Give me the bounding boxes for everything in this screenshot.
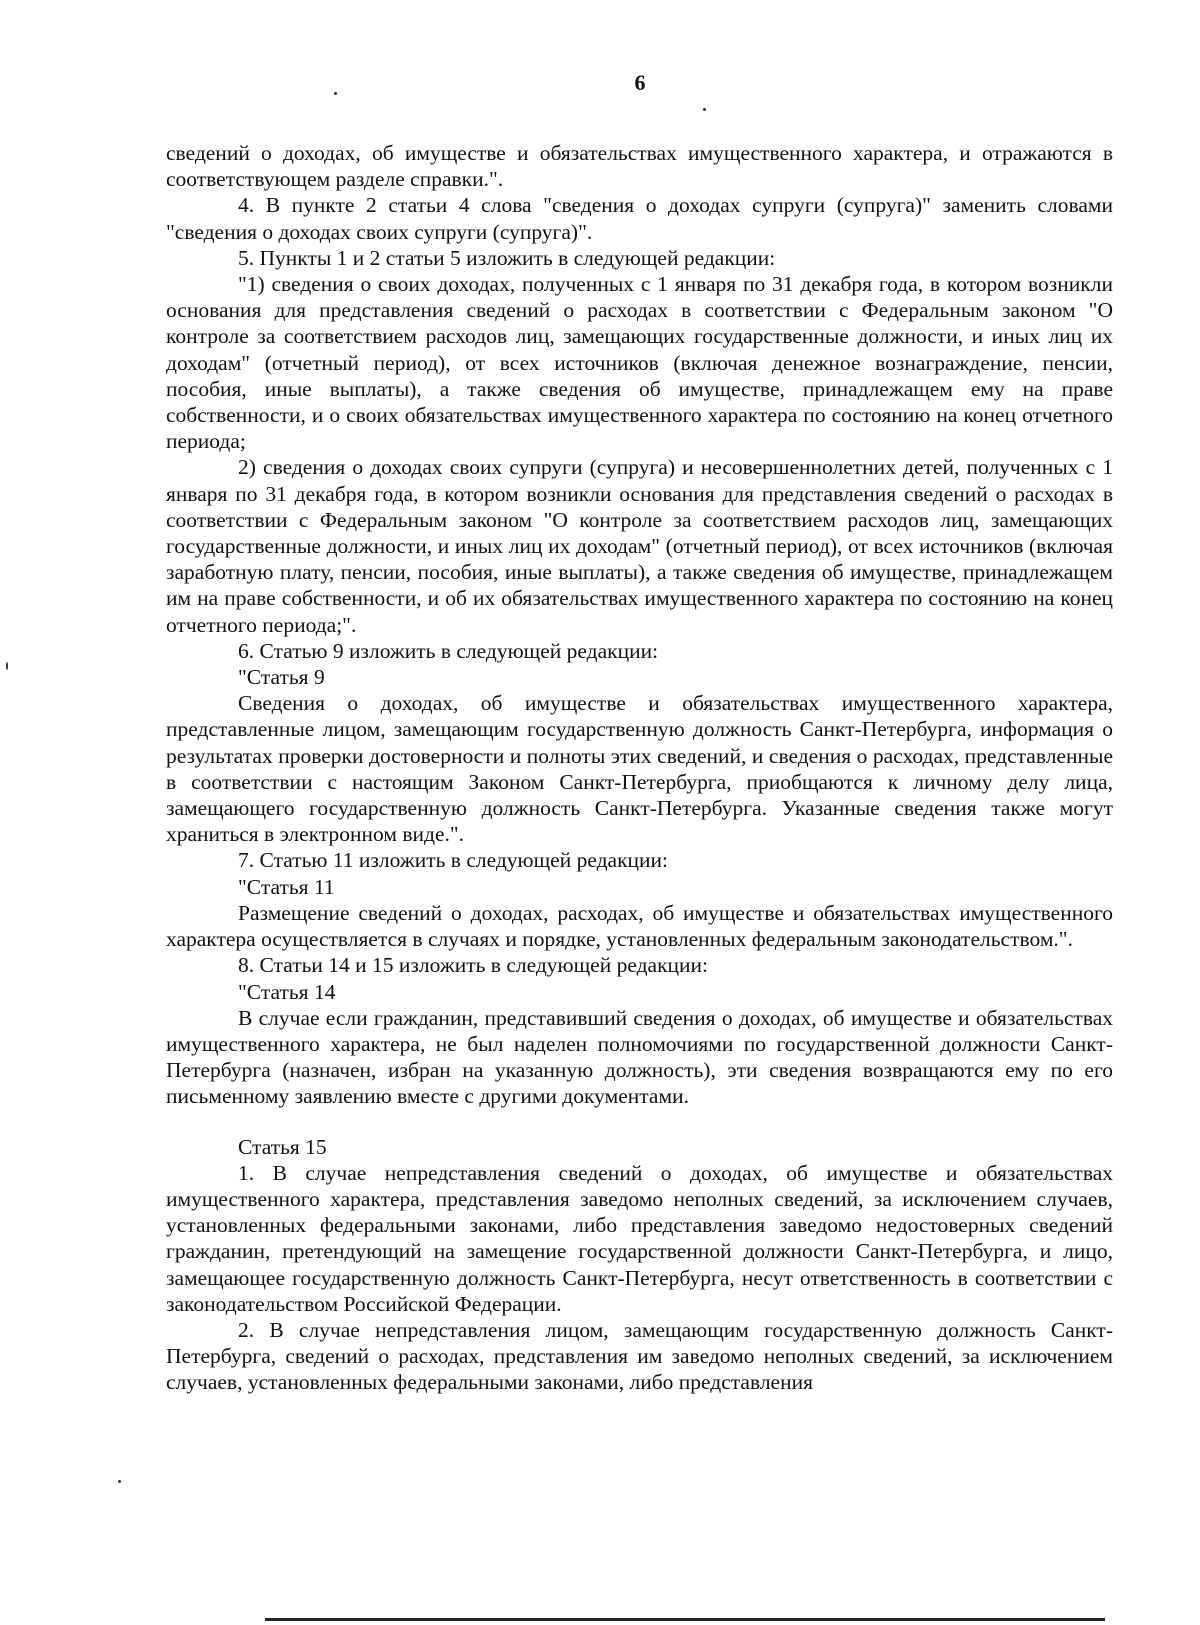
paragraph: 1. В случае непредставления сведений о доходах, об имуществе и обязательствах имущественного характера, представления заведомо неполных сведений, за исключением случаев, установленных федеральными законами, либо представления заведомо недостоверных сведений гражданин, претендующий на замещение государственной должности Санкт-Петербурга, и лицо, замещающее государственную должность Санкт-Петербурга, несут ответственность в соответствии с законодательством Российской Федерации.: [166, 1160, 1113, 1316]
paragraph: 7. Статью 11 изложить в следующей редакции:: [238, 848, 669, 873]
article-heading: "Статья 9: [238, 665, 325, 690]
scan-speck: [334, 92, 337, 95]
article-heading: "Статья 11: [238, 874, 335, 899]
paragraph: 2. В случае непредставления лицом, замещающим государственную должность Санкт-Петербурга, сведений о расходах, представления им заведомо неполных сведений, за исключением случаев, установленных федеральными законами, либо представления: [166, 1317, 1113, 1395]
scan-speck: [703, 108, 706, 111]
paragraph: 4. В пункте 2 статьи 4 слова "сведения о доходах супруги (супруга)" заменить словами "сведения о доходах своих супруги (супруга)".: [166, 193, 1113, 244]
page-number: 6: [634, 70, 646, 95]
article-heading: "Статья 14: [238, 979, 336, 1004]
paragraph: сведений о доходах, об имуществе и обязательствах имущественного характера, и отражаются в соответствующем разделе справки.".: [166, 141, 1113, 192]
scan-edge-line: [265, 1618, 1105, 1621]
paragraph: 8. Статьи 14 и 15 изложить в следующей редакции:: [238, 953, 709, 978]
paragraph: 6. Статью 9 изложить в следующей редакции:: [238, 638, 659, 663]
paragraph: Размещение сведений о доходах, расходах, об имуществе и обязательствах имущественного характера осуществляется в случаях и порядке, установленных федеральным законодательством.".: [166, 900, 1113, 952]
paragraph: 5. Пункты 1 и 2 статьи 5 изложить в следующей редакции:: [238, 245, 776, 270]
paragraph: Сведения о доходах, об имуществе и обязательствах имущественного характера, представленные лицом, замещающим государственную должность Санкт-Петербурга, информация о результатах проверки достоверности и полноты этих сведений, и сведения о расходах, представленные в соответствии с настоящим Законом Санкт-Петербурга, приобщаются к личному делу лица, замещающего государственную должность Санкт-Петербурга. Указанные сведения также могут храниться в электронном виде.".: [166, 691, 1113, 847]
scan-speck: [6, 662, 8, 670]
paragraph: "1) сведения о своих доходах, полученных с 1 января по 31 декабря года, в котором возникли основания для представления сведений о расходах в соответствии с Федеральным законом "О контроле за соответствием расходов лиц, замещающих государственные должности, и иных лиц их доходам" (отчетный период), от всех источников (включая денежное вознаграждение, пенсии, пособия, иные выплаты), а также сведения об имуществе, принадлежащем ему на праве собственности, и о своих обязательствах имущественного характера по состоянию на конец отчетного периода;: [166, 272, 1113, 454]
document-body: [166, 140, 1113, 1396]
scan-speck: [118, 1480, 121, 1483]
article-heading: Статья 15: [238, 1134, 327, 1159]
paragraph: 2) сведения о доходах своих супруги (супруга) и несовершеннолетних детей, полученных с 1 января по 31 декабря года, в котором возникли основания для представления сведений о расходах в соответствии с Федеральным законом "О контроле за соответствием расходов лиц, замещающих государственные должности, и иных лиц их доходам" (отчетный период), от всех источников (включая заработную плату, пенсии, пособия, иные выплаты), а также сведения об имуществе, принадлежащем им на праве собственности, и об их обязательствах имущественного характера по состоянию на конец отчетного периода;".: [166, 455, 1113, 637]
paragraph: В случае если гражданин, представивший сведения о доходах, об имуществе и обязательствах имущественного характера, не был наделен полномочиями по государственной должности Санкт-Петербурга (назначен, избран на указанную должность), эти сведения возвращаются ему по его письменному заявлению вместе с другими документами.: [166, 1005, 1113, 1109]
